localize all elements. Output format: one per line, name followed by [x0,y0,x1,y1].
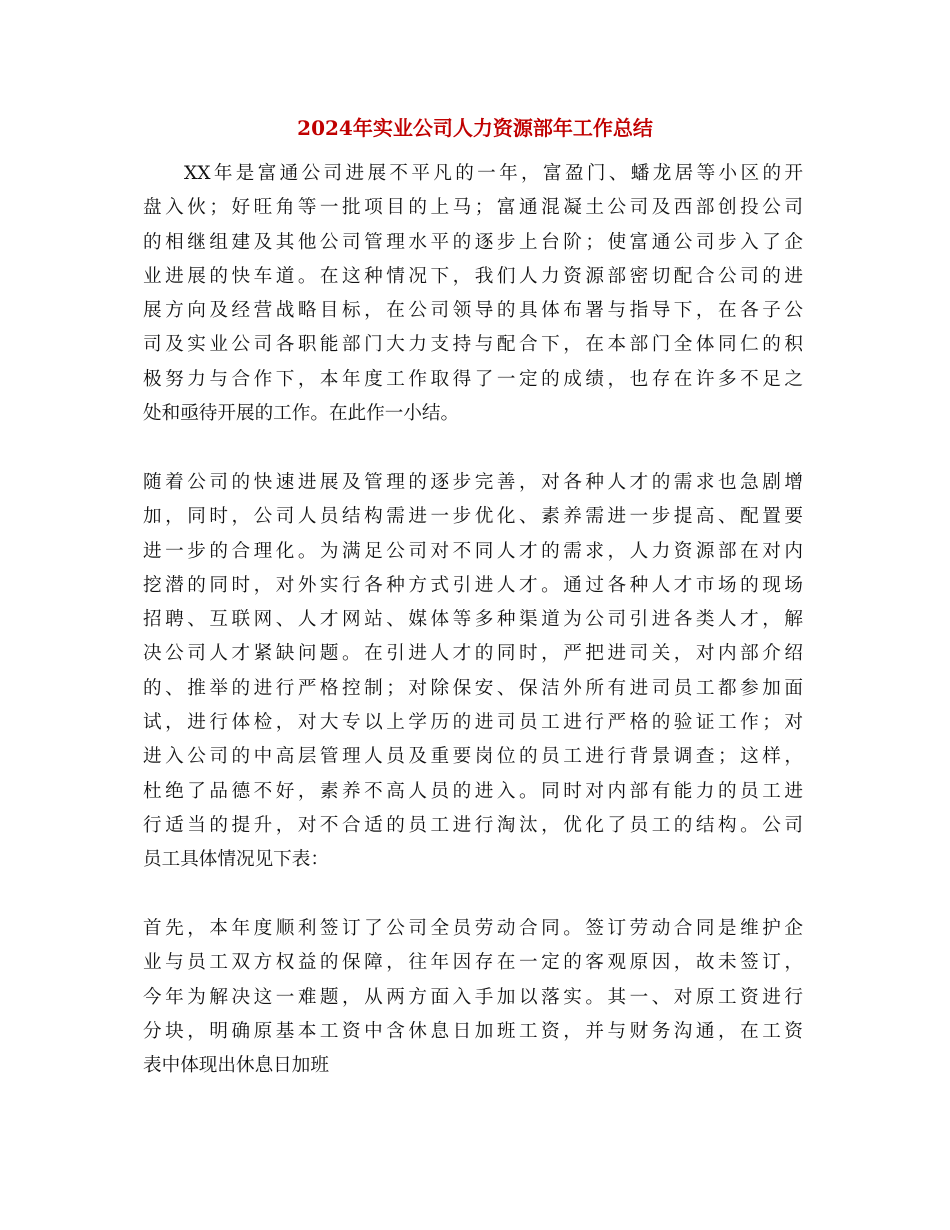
paragraph-intro [143,157,803,431]
paragraph-line: 司及实业公司各职能部门大力支持与配合下，在本部门全体同仁的积 [143,334,803,356]
paragraph-line: 的、推举的进行严格控制；对除保安、保洁外所有进司员工都参加面 [143,677,803,699]
paragraph-line: 首先，本年度顺利签订了公司全员劳动合同。签订劳动合同是维护企 [143,918,803,939]
paragraph-contracts [143,912,803,1083]
paragraph-line: 处和亟待开展的工作。在此作一小结。 [143,403,460,425]
paragraph-line: 招聘、互联网、人才网站、媒体等多种渠道为公司引进各类人才，解 [143,609,803,631]
paragraph-line: 业与员工双方权益的保障，往年因存在一定的客观原因，故未签订， [143,952,803,974]
paragraph-line: 进入公司的中高层管理人员及重要岗位的员工进行背景调查；这样， [143,746,803,768]
paragraph-line: 业进展的快车道。在这种情况下，我们人力资源部密切配合公司的进 [143,265,803,287]
paragraph-line: 员工具体情况见下表： [143,849,329,871]
paragraph-line: 表中体现出休息日加班 [143,1055,329,1077]
paragraph-line: 随着公司的快速进展及管理的逐步完善，对各种人才的需求也急剧增 [143,472,803,493]
paragraph-line: 的相继组建及其他公司管理水平的逐步上台阶；使富通公司步入了企 [143,231,803,253]
paragraph-line: 挖潜的同时，对外实行各种方式引进人才。通过各种人才市场的现场 [143,574,803,596]
paragraph-line: 进一步的合理化。为满足公司对不同人才的需求，人力资源部在对内 [143,540,803,562]
document-title: 2024年实业公司人力资源部年工作总结 [297,116,653,140]
paragraph-line: 试，进行体检，对大专以上学历的进司员工进行严格的验证工作；对 [143,712,803,734]
paragraph-line: 分块，明确原基本工资中含休息日加班工资，并与财务沟通，在工资 [143,1020,803,1042]
paragraph-line: 加，同时，公司人员结构需进一步优化、素养需进一步提高、配置要 [143,506,803,528]
paragraph-line: 今年为解决这一难题，从两方面入手加以落实。其一、对原工资进行 [143,986,803,1008]
paragraph-line: XX年是富通公司进展不平凡的一年，富盈门、蟠龙居等小区的开 [184,163,803,184]
paragraph-line: 展方向及经营战略目标，在公司领导的具体布署与指导下，在各子公 [143,300,803,322]
paragraph-line: 行适当的提升，对不合适的员工进行淘汰，优化了员工的结构。公司 [143,814,803,836]
paragraph-recruitment [143,466,803,878]
paragraph-line: 杜绝了品德不好，素养不高人员的进入。同时对内部有能力的员工进 [143,780,803,802]
paragraph-line: 决公司人才紧缺问题。在引进人才的同时，严把进司关，对内部介绍 [143,643,803,665]
paragraph-line: 盘入伙；好旺角等一批项目的上马；富通混凝土公司及西部创投公司 [143,197,803,219]
paragraph-line: 极努力与合作下，本年度工作取得了一定的成绩，也存在许多不足之 [143,368,803,390]
